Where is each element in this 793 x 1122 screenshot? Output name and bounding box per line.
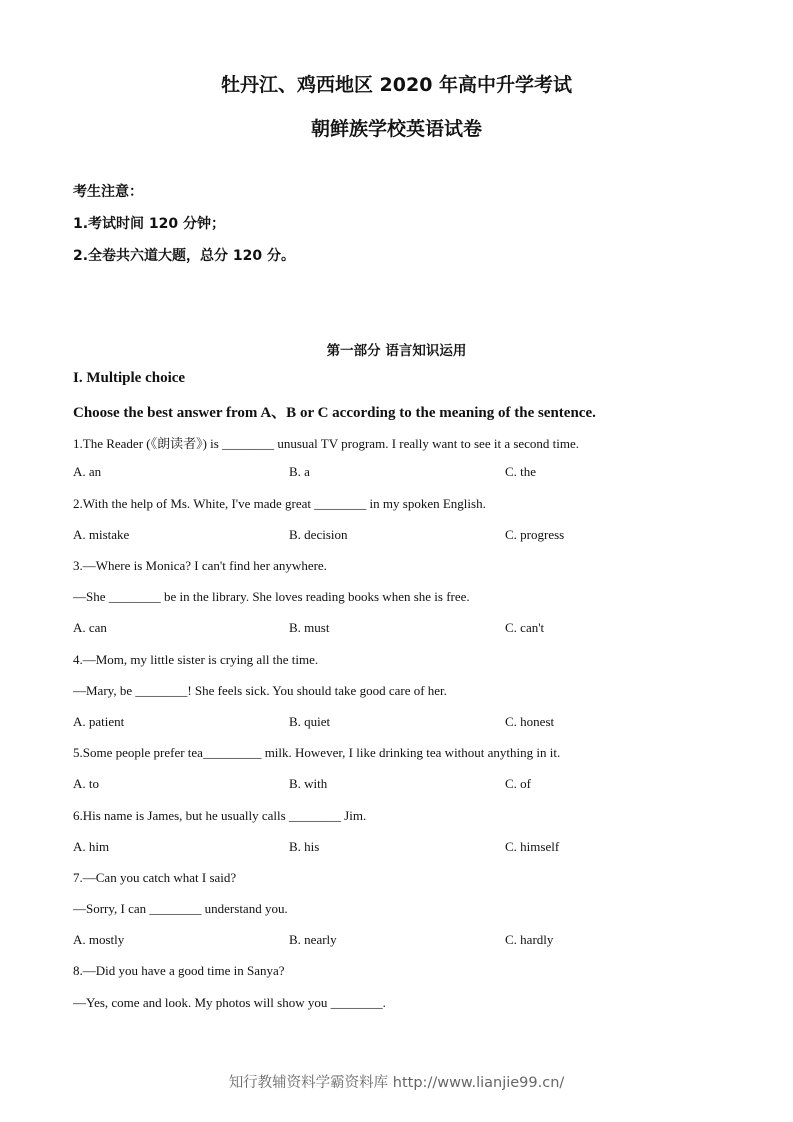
option-a: A. can (73, 620, 107, 635)
option-c: C. the (505, 464, 537, 479)
question-text: 3.—Where is Monica? I can't find her anywhere. (73, 558, 327, 573)
option-c: C. honest (505, 714, 555, 729)
question-text: 2.With the help of Ms. White, I've made great ________ in my spoken English. (73, 496, 486, 511)
section-title: I. Multiple choice (73, 370, 186, 386)
question-text: 4.—Mom, my little sister is crying all the time. (73, 652, 319, 667)
option-b: B. his (289, 839, 320, 854)
option-a: A. to (73, 776, 99, 791)
exam-subtitle: 朝鲜族学校英语试卷 (310, 118, 482, 140)
option-c: C. progress (505, 527, 565, 542)
option-b: B. must (289, 620, 330, 635)
option-a: A. mostly (73, 932, 125, 947)
exam-title: 牡丹江、鸡西地区 2020 年高中升学考试 (220, 74, 573, 96)
question-text: 5.Some people prefer tea_________ milk. However, I like drinking tea without anything in it. (73, 745, 561, 760)
question-text: —Mary, be ________! She feels sick. You should take good care of her. (73, 683, 447, 698)
option-a: A. him (73, 839, 110, 854)
option-c: C. hardly (505, 932, 554, 947)
question-text: 1.The Reader (《朗读者》) is ________ unusual TV program. I really want to see it a second time. (73, 436, 580, 451)
question-text: 8.—Did you have a good time in Sanya? (73, 963, 285, 978)
notes-item: 2.全卷共六道大题，总分 120 分。 (73, 248, 296, 264)
option-c: C. can't (505, 620, 545, 635)
footer-watermark: 知行教辅资料学霸资料库 http://www.lianjie99.cn/ (228, 1075, 565, 1091)
part-title: 第一部分 语言知识运用 (326, 343, 467, 359)
option-a: A. mistake (73, 527, 130, 542)
option-a: A. patient (73, 714, 125, 729)
question-text: —Sorry, I can ________ understand you. (73, 901, 288, 916)
question-text: 7.—Can you catch what I said? (73, 870, 237, 885)
option-c: C. of (505, 776, 531, 791)
section-instruction: Choose the best answer from A、B or C according to the meaning of the sentence. (73, 405, 596, 421)
option-b: B. quiet (289, 714, 331, 729)
notes-item: 1.考试时间 120 分钟； (73, 216, 226, 232)
notes-heading: 考生注意： (73, 184, 143, 200)
option-b: B. a (289, 464, 310, 479)
option-a: A. an (73, 464, 102, 479)
question-text: —She ________ be in the library. She loves reading books when she is free. (73, 589, 470, 604)
option-c: C. himself (505, 839, 560, 854)
option-b: B. nearly (289, 932, 337, 947)
option-b: B. with (289, 776, 328, 791)
question-text: 6.His name is James, but he usually calls ________ Jim. (73, 808, 367, 823)
question-text: —Yes, come and look. My photos will show you ________. (73, 995, 386, 1010)
option-b: B. decision (289, 527, 348, 542)
